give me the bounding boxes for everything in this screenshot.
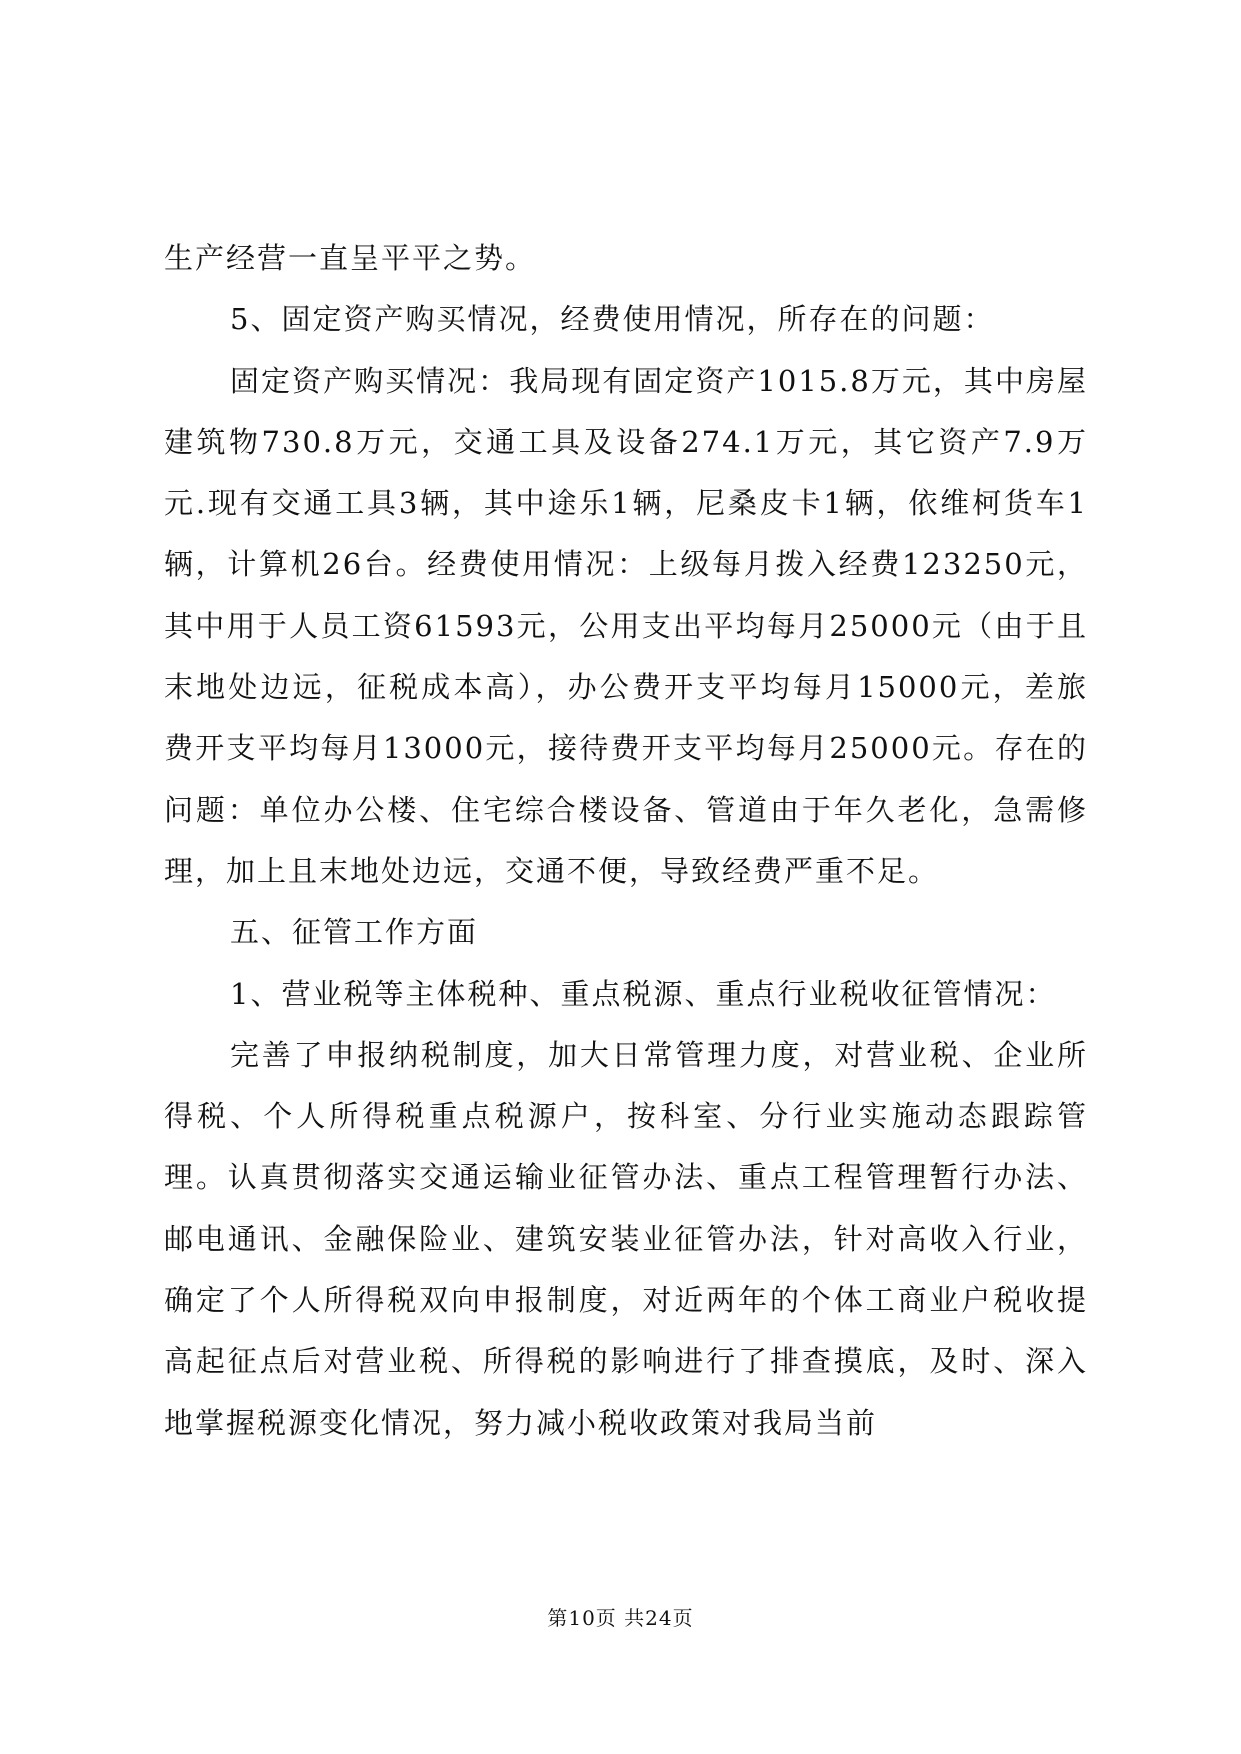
paragraph-continuation: 生产经营一直呈平平之势。 (164, 241, 537, 275)
document-body (164, 228, 1088, 1454)
paragraph-item-5-heading: 5、固定资产购买情况，经费使用情况，所存在的问题： (230, 302, 995, 337)
paragraph-collection-details: 完善了申报纳税制度，加大日常管理力度，对营业税、企业所得税、个人所得税重点税源户，按科室、分行业实施动态跟踪管理。认真贯彻落实交通运输业征管办法、重点工程管理暂行办法、邮电通讯、金融保险业、建筑安装业征管办法，针对高收入行业，确定了个人所得税双向申报制度，对近两年的个体工商业户税收提高起征点后对营业税、所得税的影响进行了排查摸底，及时、深入地掌握税源变化情况，努力减小税收政策对我局当前 (164, 1037, 1088, 1440)
paragraph-fixed-assets: 固定资产购买情况：我局现有固定资产1015.8万元，其中房屋建筑物730.8万元，交通工具及设备274.1万元，其它资产7.9万元.现有交通工具3辆，其中途乐1辆，尼桑皮卡1辆，依维柯货车1辆，计算机26台。经费使用情况：上级每月拨入经费123250元，其中用于人员工资61593元，公用支出平均每月25000元（由于且末地处边远，征税成本高），办公费开支平均每月15000元，差旅费开支平均每月13000元，接待费开支平均每月25000元。存在的问题：单位办公楼、住宅综合楼设备、管道由于年久老化，急需修理，加上且末地处边远，交通不便，导致经费严重不足。 (164, 363, 1088, 888)
paragraph-item-1-heading: 1、营业税等主体税种、重点税源、重点行业税收征管情况： (230, 976, 1057, 1011)
section-heading-collection: 五、征管工作方面 (230, 915, 479, 950)
page-footer: 第10页 共24页 (547, 1606, 694, 1630)
